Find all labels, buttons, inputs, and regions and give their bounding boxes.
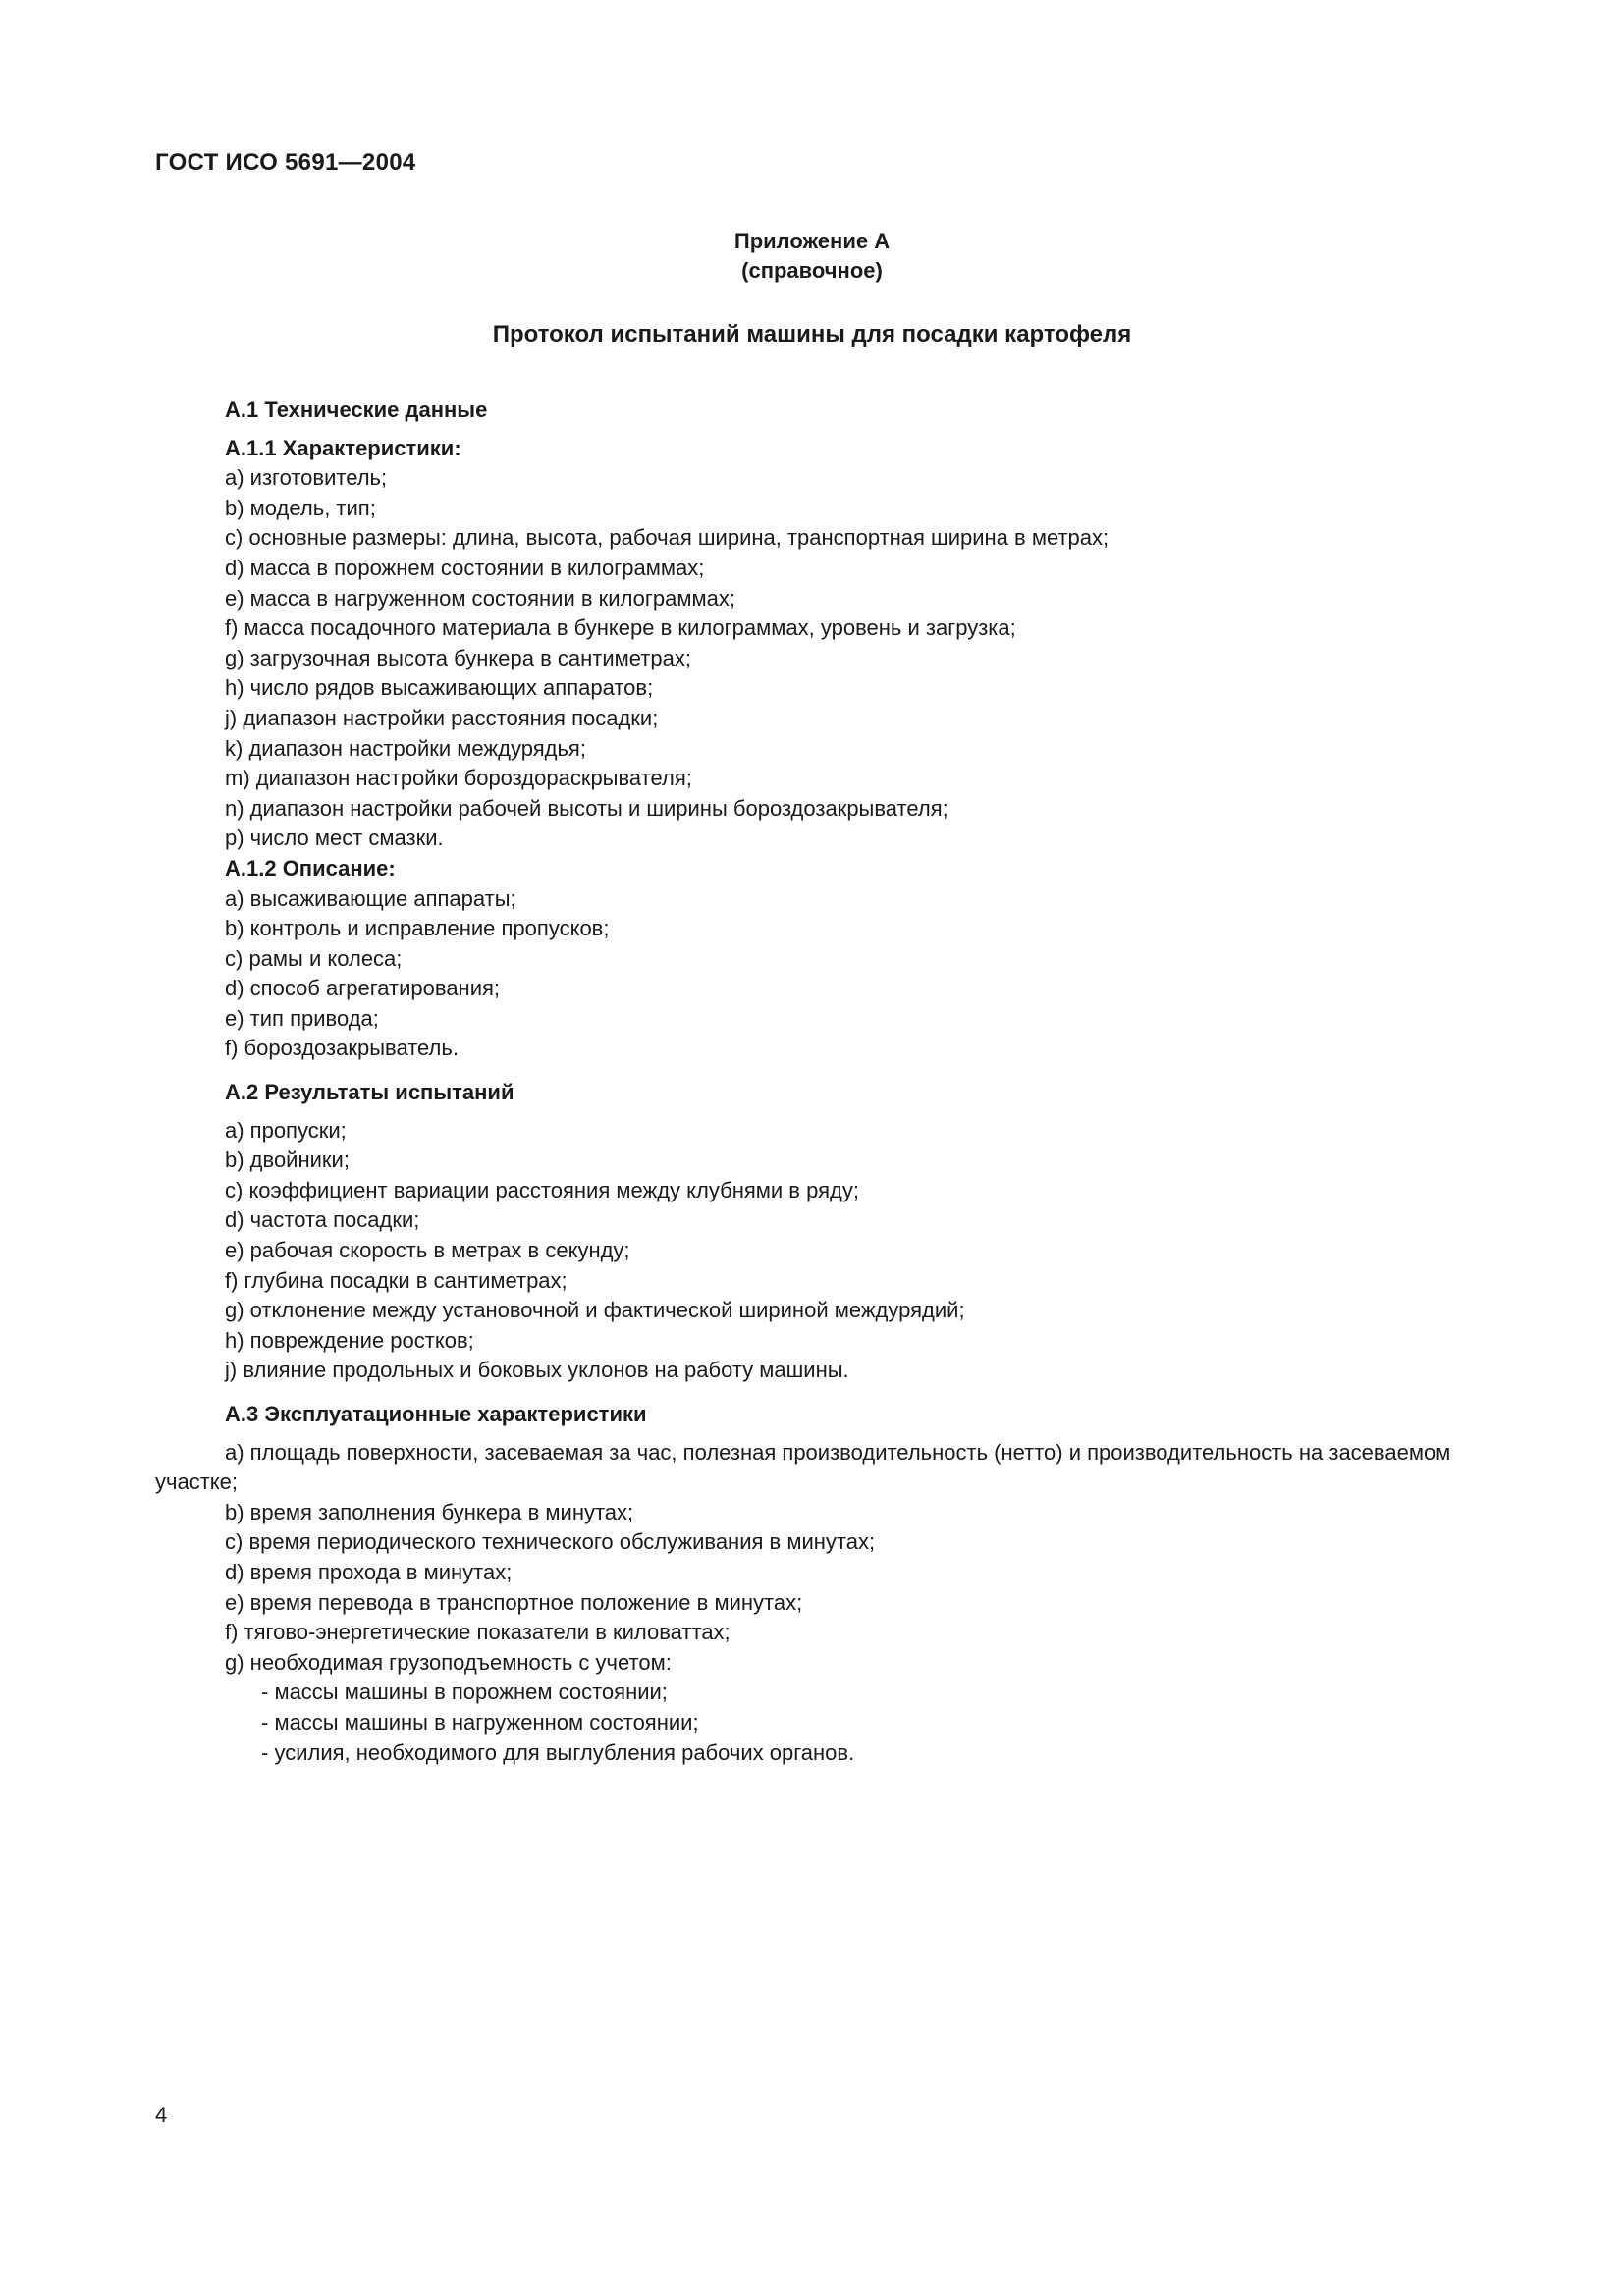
list-item: j) влияние продольных и боковых уклонов на работу машины. (225, 1358, 849, 1383)
list-item: а) пропуски; (225, 1117, 347, 1143)
list-item: е) масса в нагруженном состоянии в килограммах; (225, 585, 735, 611)
list-item: d) способ агрегатирования; (225, 976, 501, 1001)
list-item: f) глубина посадки в сантиметрах; (225, 1267, 568, 1293)
list-item: а) изготовитель; (225, 465, 388, 491)
list-item: а) высаживающие аппараты; (225, 885, 516, 911)
list-item: с) время периодического технического обслуживания в минутах; (225, 1529, 876, 1555)
list-item: с) коэффициент вариации расстояния между клубнями в ряду; (225, 1177, 859, 1202)
list-item: f) бороздозакрыватель. (225, 1036, 459, 1061)
annex-status: (справочное) (741, 258, 883, 283)
list-item: g) загрузочная высота бункера в сантиметрах; (225, 645, 691, 670)
list-item: k) диапазон настройки междурядья; (225, 735, 586, 761)
list-item: а) площадь поверхности, засеваемая за час, полезная производительность (нетто) и производительность на засеваемом участке; (155, 1439, 1451, 1495)
list-item: b) время заполнения бункера в минутах; (225, 1499, 634, 1524)
list-item: р) число мест смазки. (225, 826, 444, 851)
section-heading-a2: А.2 Результаты испытаний (225, 1080, 514, 1105)
list-item: n) диапазон настройки рабочей высоты и ширины бороздозакрывателя; (225, 795, 948, 821)
list-item: d) частота посадки; (225, 1207, 420, 1233)
annex-heading (0, 227, 1624, 286)
sub-list-item: - массы машины в нагруженном состоянии; (261, 1709, 699, 1735)
list-item: d) время прохода в минутах; (225, 1559, 513, 1584)
list-item: с) рамы и колеса; (225, 945, 403, 971)
list-item: g) отклонение между установочной и фактической шириной междурядий; (225, 1298, 965, 1323)
list-item: g) необходимая грузоподъемность с учетом: (225, 1649, 672, 1675)
list-item: е) тип привода; (225, 1005, 379, 1031)
list-item: f) масса посадочного материала в бункере в килограммах, уровень и загрузка; (225, 615, 1016, 641)
document-body (155, 396, 1490, 1768)
list-item: b) двойники; (225, 1148, 350, 1173)
list-item: d) масса в порожнем состоянии в килограммах; (225, 555, 705, 580)
standard-designation: ГОСТ ИСО 5691—2004 (155, 149, 416, 176)
document-title: Протокол испытаний машины для посадки картофеля (492, 321, 1132, 347)
sub-list-item: - массы машины в порожнем состоянии; (261, 1680, 668, 1705)
list-item: h) число рядов высаживающих аппаратов; (225, 675, 654, 701)
page-number: 4 (155, 2103, 168, 2127)
section-heading-a1-2: А.1.2 Описание: (225, 855, 396, 881)
annex-label: Приложение А (733, 229, 891, 253)
list-item: j) диапазон настройки расстояния посадки; (225, 705, 659, 730)
list-item: b) модель, тип; (225, 495, 376, 520)
list-item: е) рабочая скорость в метрах в секунду; (225, 1238, 630, 1263)
list-item: m) диапазон настройки бороздораскрывателя; (225, 766, 692, 791)
list-item: е) время перевода в транспортное положение в минутах; (225, 1589, 803, 1615)
section-heading-a1-1: А.1.1 Характеристики: (225, 435, 461, 460)
list-item: h) повреждение ростков; (225, 1327, 474, 1353)
list-item: f) тягово-энергетические показатели в киловаттах; (225, 1620, 731, 1645)
section-heading-a1: А.1 Технические данные (225, 398, 488, 422)
section-heading-a3: А.3 Эксплуатационные характеристики (225, 1402, 647, 1426)
sub-list-item: - усилия, необходимого для выглубления рабочих органов. (261, 1739, 855, 1765)
list-item: с) основные размеры: длина, высота, рабочая ширина, транспортная ширина в метрах; (225, 525, 1110, 551)
list-item: b) контроль и исправление пропусков; (225, 916, 610, 941)
